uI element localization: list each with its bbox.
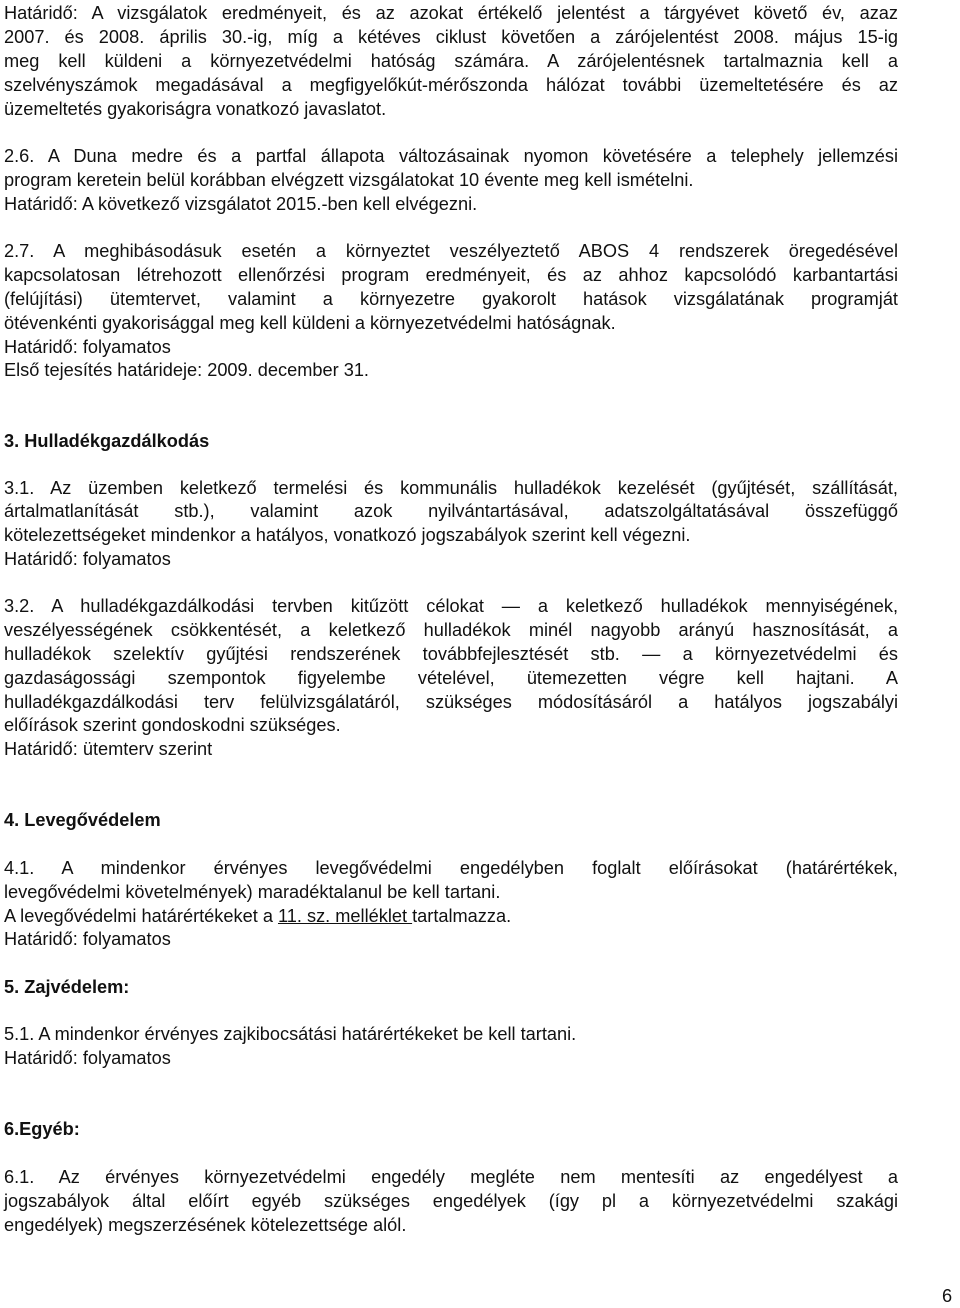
paragraph-3-2-line: hulladékok szelektív gyűjtési rendszerének továbbfejlesztését stb. — a környezetvédelmi és xyxy=(4,644,898,664)
paragraph-3-2-line: 3.2. A hulladékgazdálkodási tervben kitűzött célokat — a keletkező hulladékok mennyiségének, xyxy=(4,596,898,616)
section-3-heading: 3. Hulladékgazdálkodás xyxy=(4,431,210,451)
paragraph-2-7-deadline: Határidő: folyamatos xyxy=(4,337,171,357)
paragraph-2-7-line: (felújítási) ütemtervet, valamint a környezetre gyakorolt hatások vizsgálatának programját xyxy=(4,289,898,309)
paragraph-3-1-deadline: Határidő: folyamatos xyxy=(4,549,171,569)
paragraph-2-7-line: kapcsolatosan létrehozott ellenőrzési program eredményeit, és az ahhoz kapcsolódó karbantartási xyxy=(4,265,898,285)
paragraph-2-6-line: program keretein belül korábban elvégzett vizsgálatokat 10 évente meg kell ismételni. xyxy=(4,170,694,190)
paragraph-3-1-line: ártalmatlanítását stb.), valamint azok nyilvántartásával, adatszolgáltatásával összefüggő xyxy=(4,501,898,521)
paragraph-2-5-line: 2007. és 2008. április 30.-ig, míg a kétéves ciklust követően a zárójelentést 2008. május 15-ig xyxy=(4,27,898,47)
paragraph-5-1-deadline: Határidő: folyamatos xyxy=(4,1048,171,1068)
paragraph-6-1-line: engedélyek) megszerzésének kötelezettsége alól. xyxy=(4,1215,407,1235)
paragraph-4-1-line: 4.1. A mindenkor érvényes levegővédelmi engedélyben foglalt előírásokat (határértékek, xyxy=(4,858,898,878)
paragraph-2-5-line: Határidő: A vizsgálatok eredményeit, és az azokat értékelő jelentést a tárgyévet követő év, azaz xyxy=(4,3,898,23)
paragraph-2-5-line: üzemeltetés gyakoriságra vonatkozó javaslatot. xyxy=(4,99,387,119)
annex-text-after: tartalmazza. xyxy=(412,906,512,926)
paragraph-2-5-line: meg kell küldeni a környezetvédelmi hatóság számára. A zárójelentésnek tartalmaznia kell a xyxy=(4,51,898,71)
paragraph-6-1-line: 6.1. Az érvényes környezetvédelmi engedély megléte nem mentesíti az engedélyest a xyxy=(4,1167,898,1187)
page-number: 6 xyxy=(942,1286,953,1306)
paragraph-2-6-deadline: Határidő: A következő vizsgálatot 2015.-ben kell elvégezni. xyxy=(4,194,478,214)
section-6-heading: 6.Egyéb: xyxy=(4,1119,80,1139)
paragraph-3-1-line: kötelezettségeket mindenkor a hatályos, vonatkozó jogszabályok szerint kell végezni. xyxy=(4,525,691,545)
paragraph-4-1-annex-line xyxy=(4,904,898,928)
paragraph-3-1-line: 3.1. Az üzemben keletkező termelési és kommunális hulladékok kezelését (gyűjtését, szállítását, xyxy=(4,478,898,498)
section-4-heading: 4. Levegővédelem xyxy=(4,810,161,830)
paragraph-2-7-line: ötévenkénti gyakorisággal meg kell küldeni a környezetvédelmi hatóságnak. xyxy=(4,313,616,333)
annex-11-reference: 11. sz. melléklet xyxy=(277,906,413,926)
paragraph-3-2-deadline: Határidő: ütemterv szerint xyxy=(4,739,213,759)
paragraph-6-1-line: jogszabályok által előírt egyéb szükséges engedélyek (így pl a környezetvédelmi szakági xyxy=(4,1191,898,1211)
paragraph-3-2-line: veszélyességének csökkentését, a keletkező hulladékok minél nagyobb arányú hasznosítását, a xyxy=(4,620,898,640)
paragraph-2-6-line: 2.6. A Duna medre és a partfal állapota változásainak nyomon követésére a telephely jellemzési xyxy=(4,146,898,166)
paragraph-2-7-line: 2.7. A meghibásodásuk esetén a környeztet veszélyeztető ABOS 4 rendszerek öregedésével xyxy=(4,241,898,261)
paragraph-5-1-line: 5.1. A mindenkor érvényes zajkibocsátási határértékeket be kell tartani. xyxy=(4,1024,577,1044)
paragraph-3-2-line: gazdaságossági szempontok figyelembe vételével, ütemezetten végre kell hajtani. A xyxy=(4,668,898,688)
annex-text-before: A levegővédelmi határértékeket a xyxy=(4,906,278,926)
paragraph-4-1-line: levegővédelmi követelmények) maradéktalanul be kell tartani. xyxy=(4,882,501,902)
paragraph-3-2-line: előírások szerint gondoskodni szükséges. xyxy=(4,715,341,735)
section-5-heading: 5. Zajvédelem: xyxy=(4,977,130,997)
paragraph-2-5-line: szelvényszámok megadásával a megfigyelőkút-mérőszonda hálózat további üzemeltetésére és az xyxy=(4,75,898,95)
paragraph-3-2-line: hulladékgazdálkodási terv felülvizsgálatáról, szükséges módosításáról a hatályos jogszabályi xyxy=(4,692,898,712)
paragraph-2-7-first-deadline: Első tejesítés határideje: 2009. december 31. xyxy=(4,360,369,380)
paragraph-4-1-deadline: Határidő: folyamatos xyxy=(4,929,171,949)
